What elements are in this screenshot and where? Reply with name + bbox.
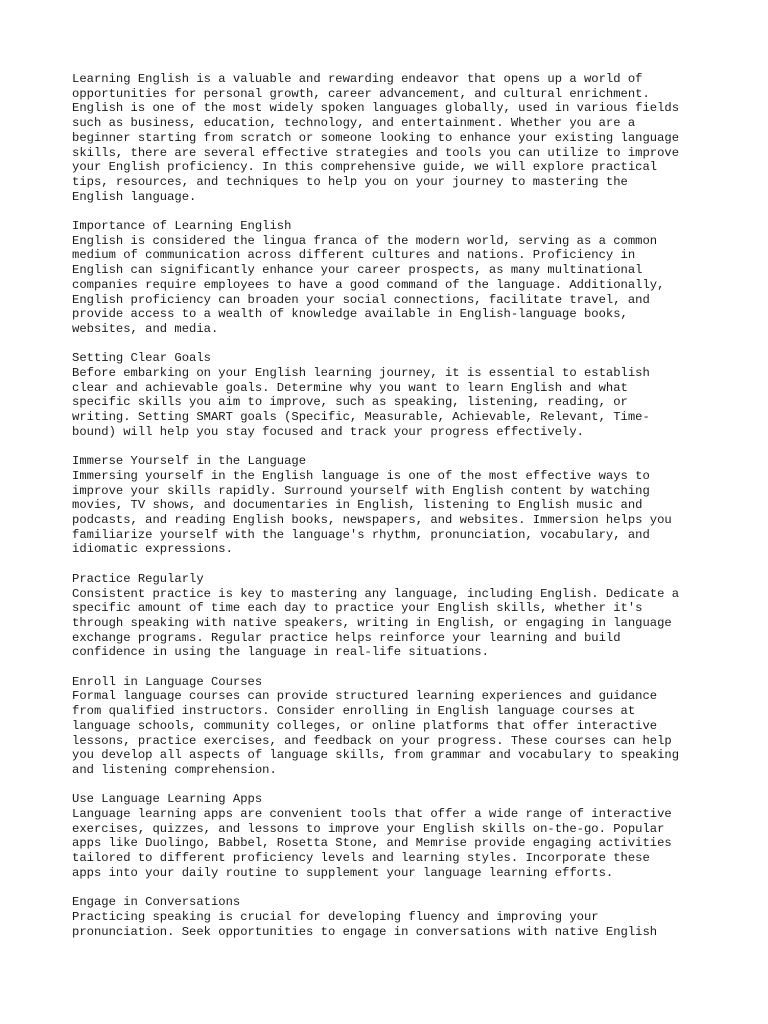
section-line: apps into your daily routine to supplement your language learning efforts. — [72, 865, 614, 880]
section-heading: Setting Clear Goals — [72, 351, 211, 366]
section-line: idiomatic expressions. — [72, 542, 233, 557]
section-line: podcasts, and reading English books, newspapers, and websites. Immersion helps you — [72, 513, 672, 528]
section-line: exchange programs. Regular practice helps reinforce your learning and build — [72, 630, 621, 645]
section-line: medium of communication across different cultures and nations. Proficiency in — [72, 248, 636, 263]
section-line: lessons, practice exercises, and feedback on your progress. These courses can help — [72, 733, 672, 748]
section-line: companies require employees to have a good command of the language. Additionally, — [72, 277, 665, 292]
intro-line: tips, resources, and techniques to help you on your journey to mastering the — [72, 174, 628, 189]
section-courses — [72, 675, 712, 778]
section-line: movies, TV shows, and documentaries in English, listening to English music and — [72, 498, 643, 513]
section-line: familiarize yourself with the language's rhythm, pronunciation, vocabulary, and — [72, 527, 650, 542]
intro-line: skills, there are several effective strategies and tools you can utilize to improve — [72, 145, 680, 160]
intro-line: English language. — [72, 189, 197, 204]
intro-line: your English proficiency. In this comprehensive guide, we will explore practical — [72, 160, 658, 175]
intro-line: English is one of the most widely spoken languages globally, used in various fields — [72, 101, 680, 116]
intro-line: opportunities for personal growth, career advancement, and cultural enrichment. — [72, 86, 650, 101]
intro-line: beginner starting from scratch or someone looking to enhance your existing language — [72, 130, 680, 145]
section-practice — [72, 572, 712, 660]
document-page — [72, 72, 712, 954]
section-heading: Engage in Conversations — [72, 895, 241, 910]
section-line: Before embarking on your English learning journey, it is essential to establish — [72, 366, 650, 381]
section-heading: Immerse Yourself in the Language — [72, 454, 307, 469]
section-heading: Importance of Learning English — [72, 219, 292, 234]
section-heading: Use Language Learning Apps — [72, 792, 263, 807]
section-line: Immersing yourself in the English language is one of the most effective ways to — [72, 468, 650, 483]
section-line: English proficiency can broaden your social connections, facilitate travel, and — [72, 292, 650, 307]
section-line: from qualified instructors. Consider enrolling in English language courses at — [72, 704, 636, 719]
intro-line: such as business, education, technology, and entertainment. Whether you are a — [72, 116, 636, 131]
section-line: through speaking with native speakers, writing in English, or engaging in language — [72, 615, 672, 630]
section-heading: Practice Regularly — [72, 571, 204, 586]
section-line: clear and achievable goals. Determine why you want to learn English and what — [72, 380, 628, 395]
section-line: specific amount of time each day to practice your English skills, whether it's — [72, 601, 643, 616]
intro-line: Learning English is a valuable and rewarding endeavor that opens up a world of — [72, 72, 643, 86]
section-line: confidence in using the language in real-life situations. — [72, 645, 489, 660]
section-line: pronunciation. Seek opportunities to engage in conversations with native English — [72, 924, 658, 939]
section-importance — [72, 219, 712, 337]
section-apps — [72, 792, 712, 880]
section-line: exercises, quizzes, and lessons to improve your English skills on-the-go. Popular — [72, 821, 665, 836]
section-line: bound) will help you stay focused and track your progress effectively. — [72, 424, 584, 439]
section-immerse — [72, 454, 712, 557]
section-line: apps like Duolingo, Babbel, Rosetta Stone, and Memrise provide engaging activities — [72, 836, 672, 851]
section-line: Consistent practice is key to mastering any language, including English. Dedicate a — [72, 586, 680, 601]
intro-paragraph — [72, 72, 712, 204]
section-line: websites, and media. — [72, 321, 219, 336]
section-conversations — [72, 895, 712, 939]
section-line: and listening comprehension. — [72, 762, 277, 777]
section-line: improve your skills rapidly. Surround yourself with English content by watching — [72, 483, 650, 498]
section-line: English can significantly enhance your career prospects, as many multinational — [72, 263, 643, 278]
section-line: you develop all aspects of language skills, from grammar and vocabulary to speaking — [72, 748, 680, 763]
section-goals — [72, 351, 712, 439]
section-heading: Enroll in Language Courses — [72, 674, 263, 689]
section-line: English is considered the lingua franca of the modern world, serving as a common — [72, 233, 658, 248]
section-line: specific skills you aim to improve, such as speaking, listening, reading, or — [72, 395, 628, 410]
section-line: provide access to a wealth of knowledge available in English-language books, — [72, 307, 628, 322]
section-line: Practicing speaking is crucial for developing fluency and improving your — [72, 909, 599, 924]
section-line: language schools, community colleges, or online platforms that offer interactive — [72, 718, 658, 733]
section-line: Language learning apps are convenient tools that offer a wide range of interactive — [72, 807, 672, 822]
section-line: tailored to different proficiency levels and learning styles. Incorporate these — [72, 851, 650, 866]
section-line: Formal language courses can provide structured learning experiences and guidance — [72, 689, 658, 704]
section-line: writing. Setting SMART goals (Specific, Measurable, Achievable, Relevant, Time- — [72, 410, 650, 425]
